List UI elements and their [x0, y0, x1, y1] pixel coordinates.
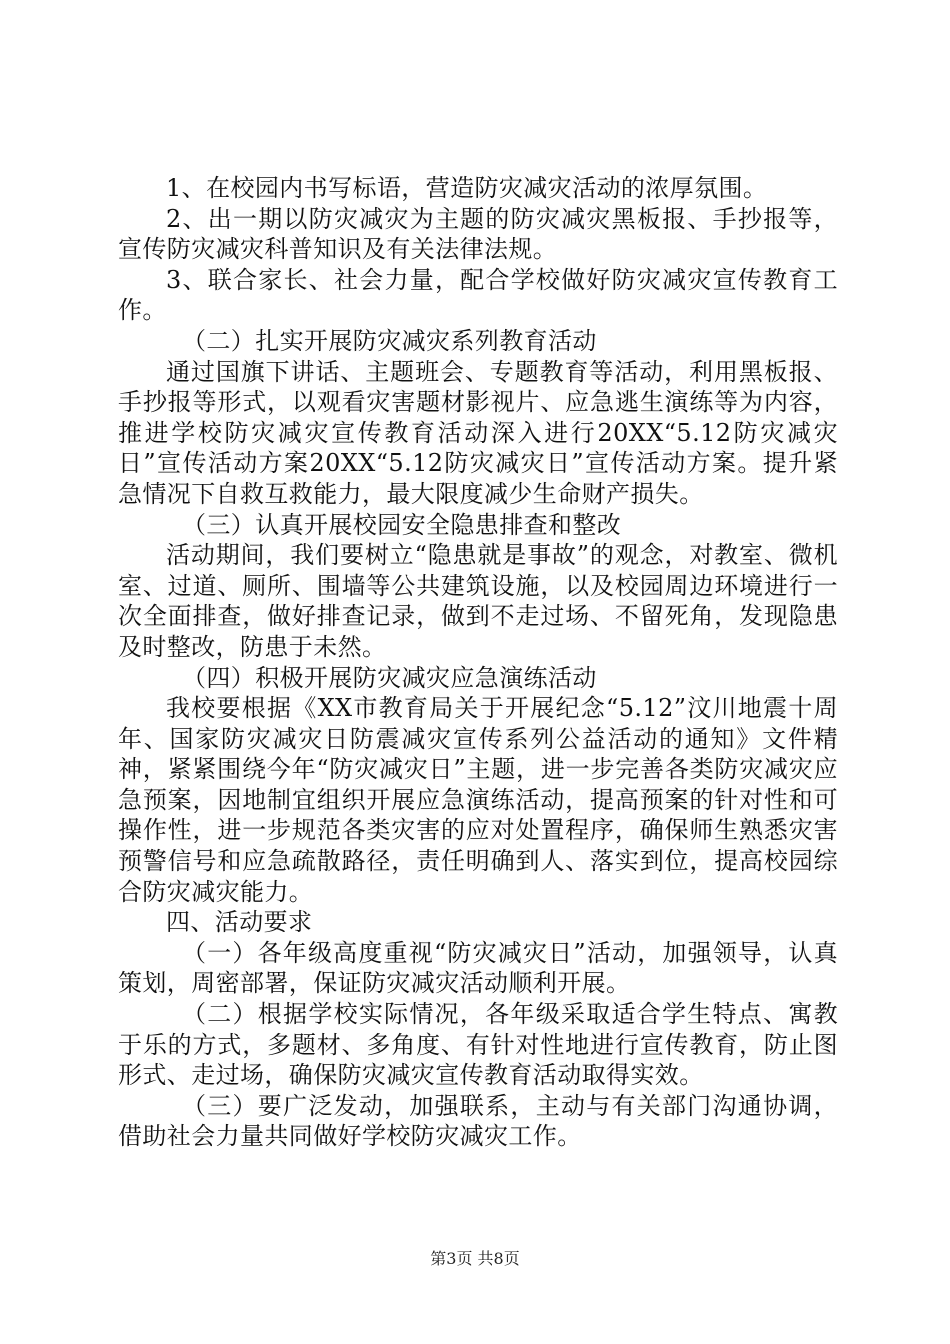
paragraph-requirement-2: （二）根据学校实际情况，各年级采取适合学生特点、寓教于乐的方式，多题材、多角度、有针对性地进行宣传教育，防止图形式、走过场，确保防灾减灾宣传教育活动取得实效。 [118, 1000, 838, 1090]
section-heading-requirements: 四、活动要求 [166, 908, 313, 937]
paragraph-slogan: 1、在校园内书写标语，营造防灾减灾活动的浓厚氛围。 [166, 174, 768, 202]
section-heading-education: （二）扎实开展防灾减灾系列教育活动 [182, 326, 597, 355]
paragraph-blackboard: 2、出一期以防灾减灾为主题的防灾减灾黑板报、手抄报等，宣传防灾减灾科普知识及有关法律法规。 [118, 204, 838, 264]
paragraph-requirement-1: （一）各年级高度重视“防灾减灾日”活动，加强领导，认真策划，周密部署，保证防灾减灾活动顺利开展。 [118, 938, 838, 998]
document-body [118, 173, 838, 1152]
page-number-footer: 第3页 共8页 [430, 1249, 520, 1268]
paragraph-parents: 3、联合家长、社会力量，配合学校做好防灾减灾宣传教育工作。 [118, 265, 838, 325]
paragraph-education: 通过国旗下讲话、主题班会、专题教育等活动，利用黑板报、手抄报等形式，以观看灾害题材影视片、应急逃生演练等为内容，推进学校防灾减灾宣传教育活动深入进行20XX“5.12防灾减灾日”宣传活动方案20XX“5.12防灾减灾日”宣传活动方案。提升紧急情况下自救互救能力，最大限度减少生命财产损失。 [118, 357, 838, 508]
section-heading-inspection: （三）认真开展校园安全隐患排查和整改 [182, 510, 622, 539]
paragraph-inspection: 活动期间，我们要树立“隐患就是事故”的观念，对教室、微机室、过道、厕所、围墙等公共建筑设施，以及校园周边环境进行一次全面排查，做好排查记录，做到不走过场、不留死角，发现隐患及时整改，防患于未然。 [118, 541, 838, 661]
section-heading-drill: （四）积极开展防灾减灾应急演练活动 [182, 663, 597, 692]
paragraph-requirement-3: （三）要广泛发动，加强联系，主动与有关部门沟通协调，借助社会力量共同做好学校防灾减灾工作。 [118, 1091, 838, 1151]
paragraph-drill: 我校要根据《XX市教育局关于开展纪念“5.12”汶川地震十周年、国家防灾减灾日防震减灾宣传系列公益活动的通知》文件精神，紧紧围绕今年“防灾减灾日”主题，进一步完善各类防灾减灾应急预案，因地制宜组织开展应急演练活动，提高预案的针对性和可操作性，进一步规范各类灾害的应对处置程序，确保师生熟悉灾害预警信号和应急疏散路径，责任明确到人、落实到位，提高校园综合防灾减灾能力。 [118, 694, 838, 906]
